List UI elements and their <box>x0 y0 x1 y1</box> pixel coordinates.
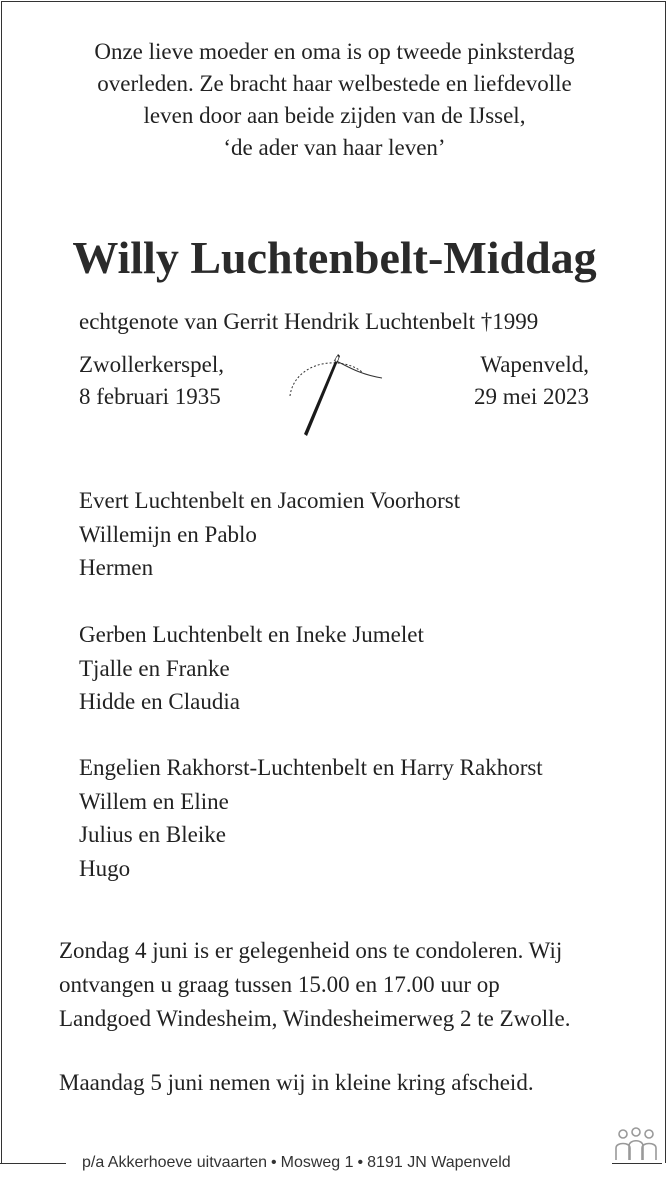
farewell-text: Maandag 5 juni nemen wij in kleine kring afscheid. <box>59 1070 534 1095</box>
deceased-name: Willy Luchtenbelt-Middag <box>72 232 597 283</box>
condolence-line: Zondag 4 juni is er gelegenheid ons te condoleren. Wij <box>59 938 563 963</box>
intro-line: Onze lieve moeder en oma is op tweede pinksterdag <box>94 39 575 64</box>
family-line: Hugo <box>79 855 131 881</box>
intro-text <box>40 36 629 164</box>
needle-thread-icon <box>282 350 392 440</box>
bullet-separator: • <box>271 1154 277 1171</box>
death-place: Wapenveld, <box>480 352 589 377</box>
birth-info <box>79 349 224 413</box>
footer-city: 8191 JN Wapenveld <box>367 1154 511 1171</box>
death-info <box>474 349 589 413</box>
family-line: Willemijn en Pablo <box>79 521 257 547</box>
family-line: Julius en Bleike <box>79 822 226 847</box>
family-line: Tjalle en Franke <box>79 655 230 681</box>
family-line: Hidde en Claudia <box>79 689 240 714</box>
footer-address <box>82 1151 511 1175</box>
intro-line: ‘de ader van haar leven’ <box>223 135 446 160</box>
birth-date: 8 februari 1935 <box>79 384 221 409</box>
akkerhoeve-logo-icon <box>611 1126 661 1166</box>
condolence-line: ontvangen u graag tussen 15.00 en 17.00 uur op <box>59 972 500 997</box>
intro-line: leven door aan beide zijden van de IJssel, <box>143 103 526 128</box>
family-group <box>79 751 543 885</box>
family-line: Willem en Eline <box>79 788 229 814</box>
footer-street: Mosweg 1 <box>280 1154 354 1171</box>
condolence-text <box>59 934 570 1036</box>
family-line: Hermen <box>79 555 154 580</box>
family-group <box>79 484 460 585</box>
birth-place: Zwollerkerspel, <box>79 352 224 377</box>
footer-company: p/a Akkerhoeve uitvaarten <box>82 1154 268 1171</box>
condolence-line: Landgoed Windesheim, Windesheimerweg 2 te Zwolle. <box>59 1006 571 1031</box>
family-group <box>79 618 424 719</box>
family-line: Gerben Luchtenbelt en Ineke Jumelet <box>79 622 424 647</box>
family-line: Evert Luchtenbelt en Jacomien Voorhorst <box>79 488 461 513</box>
bullet-separator: • <box>357 1154 364 1171</box>
spouse-line: echtgenote van Gerrit Hendrik Luchtenbelt †1999 <box>79 309 539 334</box>
family-line: Engelien Rakhorst-Luchtenbelt en Harry Rakhorst <box>79 755 543 780</box>
footer-divider-left <box>0 1163 66 1164</box>
death-date: 29 mei 2023 <box>474 384 589 409</box>
intro-line: overleden. Ze bracht haar welbestede en liefdevolle <box>97 71 572 96</box>
